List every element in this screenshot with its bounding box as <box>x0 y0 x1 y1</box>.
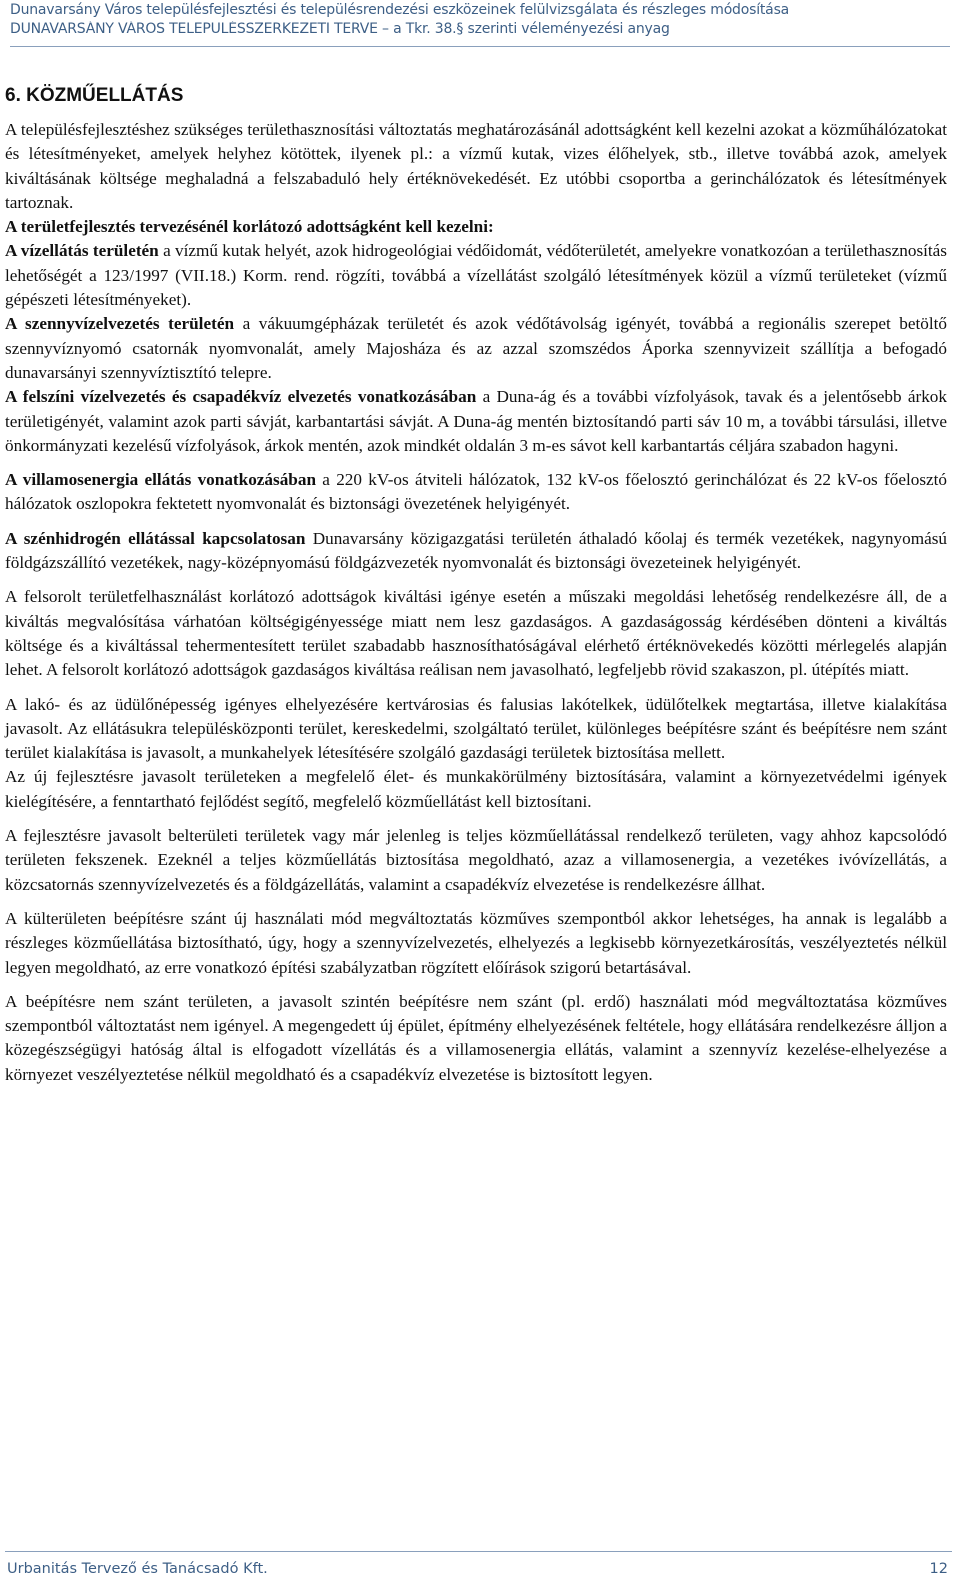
page-header <box>0 0 960 48</box>
header-document-subtitle: DUNAVARSÁNY VÁROS TELEPÜLÉSSZERKEZETI TERVE – a Tkr. 38.§ szerinti véleményezési anyag <box>10 21 670 37</box>
constraint-item-label: A szennyvízelvezetés területén <box>5 314 235 334</box>
constraint-item-water-supply <box>5 239 947 312</box>
body-paragraph: A külterületen beépítésre szánt új használati mód megváltoztatás közműves szempontból akkor lehetséges, ha annak is legalább a részleges közműellátása biztosítható, úgy, hogy a szennyvízelvezetés, elhelyezés a legkisebb környezetkárosítás, veszélyeztetés nélkül legyen megoldható, az erre vonatkozó építési szabályzatban rögzített előírások szigorú betartásával. <box>5 908 947 977</box>
constraint-item-electricity <box>5 468 947 517</box>
body-paragraph: A felsorolt területfelhasználást korlátozó adottságok kiváltási igénye esetén a műszaki megoldási lehetőség rendelkezésre áll, de a kiváltás megvalósítása várhatóan költségigényessége miatt nem lesz gazdaságos. A gazdaságosság kérdésében dönteni a kiváltás költsége és a kiváltással tehermentesített terület szabadabb hasznosíthatóságával elérhető értéknövekedés közötti mérlegelés alapján lehet. A felsorolt korlátozó adottságok gazdaságos kiváltása reálisan nem javasolható, legfeljebb rövid szakaszon, pl. útépítés miatt. <box>5 587 947 680</box>
document-body <box>5 84 947 1087</box>
constraint-item-surface-water <box>5 385 947 458</box>
footer-divider <box>5 1551 952 1552</box>
constraint-item-label: A szénhidrogén ellátással kapcsolatosan <box>5 528 306 548</box>
constraint-heading: A területfejlesztés tervezésénél korlátozó adottságként kell kezelni: <box>5 217 494 237</box>
constraint-item-text: a Duna-ág és a további vízfolyások, tavak és a jelentősebb árkok területigényét, valamint azok parti sávját, karbantartási sávját. A Duna-ág mentén biztosítandó parti sáv 10 m, a további társulási, illetve önkormányzati kezelésű vízfolyások, árkok mentén, azok mindkét oldalán 3 m-es sávot kell karbantartás céljára szabadon hagyni. <box>5 387 947 455</box>
constraint-item-text: Dunavarsány közigazgatási területén áthaladó kőolaj és termék vezetékek, nagynyomású földgázszállító vezetékek, nagy-középnyomású földgázvezeték nyomvonalát és biztonsági övezeteinek helyigényét. <box>5 528 947 573</box>
constraint-item-sewage <box>5 312 947 385</box>
constraint-item-hydrocarbon <box>5 527 947 576</box>
constraint-item-text: a vízmű kutak helyét, azok hidrogeológiai védőidomát, védőterületét, amelyekre vonatkozóan a területhasznosítás lehetőségét a 123/1997 (VII.18.) Korm. rend. rögzíti, továbbá a vízellátást szolgáló létesítmények közül a vízmű területeket (vízmű gépészeti létesítményeket). <box>5 241 947 310</box>
body-paragraph: A fejlesztésre javasolt belterületi területek vagy már jelenleg is teljes közműellátással rendelkező területen, vagy ahhoz kapcsolódó területen fekszenek. Ezeknél a teljes közműellátás biztosítása megoldható, azaz a villamosenergia, a vezetékes ivóvízellátás, a közcsatornás szennyvízelvezetés és a földgázellátás, valamint a csapadékvíz elvezetése is rendelkezésre állhat. <box>5 826 947 894</box>
constraint-item-label: A villamosenergia ellátás vonatkozásában <box>5 470 317 490</box>
constraint-item-text: a vákuumgépházak területét és azok védőtávolság igényét, továbbá a regionális szerepet betöltő szennyvíznyomó csatornák nyomvonalát, amely Majosháza és az azzal szomszédos Áporka szennyvizeit szállítja a befogadó dunavarsányi szennyvíztisztító telepre. <box>5 314 948 382</box>
constraint-item-label: A felszíni vízelvezetés és csapadékvíz elvezetés vonatkozásában <box>5 387 477 407</box>
page-number: 12 <box>929 1561 948 1577</box>
body-paragraph: A lakó- és az üdülőnépesség igényes elhelyezésére kertvárosias és falusias lakótelkek, üdülőtelkek megtartása, illetve kialakítása javasolt. Az ellátásukra településközponti terület, kereskedelmi, szolgáltató terület, különleges beépítésre szánt és beépítésre nem szánt terület kialakítása is javasolt, a munkahelyek létesítésére szolgáló gazdasági területek biztosítása mellett. <box>5 694 947 763</box>
header-project-title: Dunavarsány Város településfejlesztési és településrendezési eszközeinek felülvizsgálata és részleges módosítása <box>10 2 790 18</box>
intro-paragraph: A településfejlesztéshez szükséges területhasznosítási változtatás meghatározásánál adottságként kell kezelni azokat a közműhálózatokat és létesítményeket, amelyek helyhez kötöttek, ilyenek pl.: a vízmű kutak, vizes élőhelyek, stb., illetve továbbá azok, amelyek kiváltásának költsége meghaladná a felszabaduló hely értéknövekedését. Ez utóbbi csoportba a gerinchálózatok és létesítmények tartoznak. <box>5 120 947 212</box>
body-paragraph: A beépítésre nem szánt területen, a javasolt szintén beépítésre nem szánt (pl. erdő) használati mód megváltoztatása közműves szempontból változtatást nem igényel. A megengedett új épület, építmény elhelyezésének feltétele, hogy ellátására rendelkezésre álljon a közegészségügyi hatóság által is elfogadott vízellátás és a villamosenergia ellátás, valamint a szennyvíz kezelése-elhelyezése a környezet veszélyeztetése nélkül megoldható és a csapadékvíz elvezetése is biztosított legyen. <box>5 991 947 1084</box>
constraint-item-label: A vízellátás területén <box>5 241 159 261</box>
constraint-item-text: a 220 kV-os átviteli hálózatok, 132 kV-os főelosztó gerinchálózat és 22 kV-os főelosztó hálózatok oszlopokra fektetett nyomvonalát és biztonsági övezetének helyigényét. <box>5 470 947 514</box>
footer-company-name: Urbanitás Tervező és Tanácsadó Kft. <box>7 1561 268 1577</box>
body-paragraph: Az új fejlesztésre javasolt területeken a megfelelő élet- és munkakörülmény biztosítására, valamint a környezetvédelmi igények kielégítésére, a fenntartható fejlődést segítő, megfelelő közműellátást kell biztosítani. <box>5 767 947 811</box>
page-footer <box>0 1546 960 1585</box>
section-title: 6. KÖZMŰELLÁTÁS <box>5 85 184 106</box>
header-divider <box>10 46 950 47</box>
